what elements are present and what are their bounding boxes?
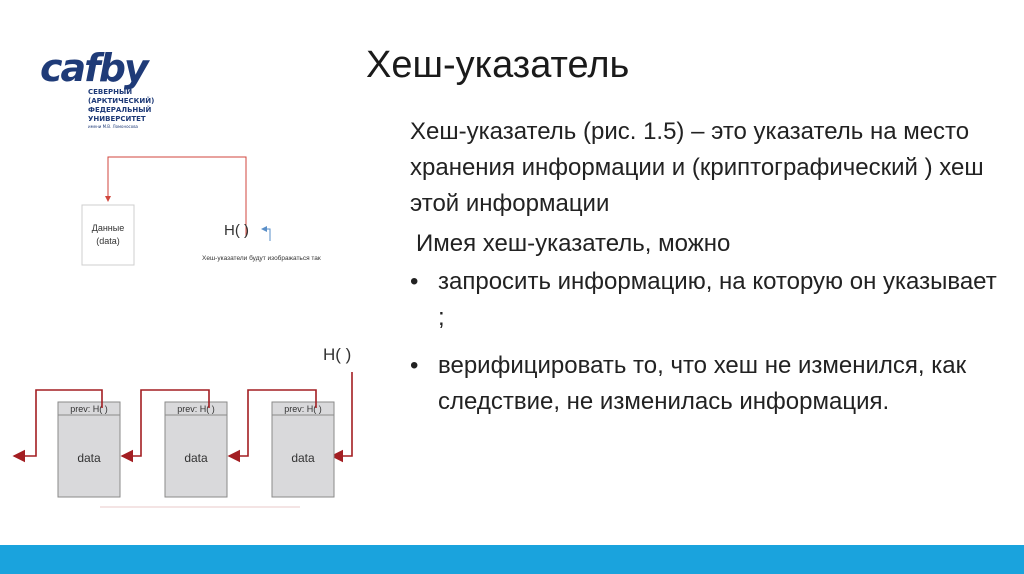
- block-body: [272, 402, 334, 497]
- university-logo: [38, 46, 155, 140]
- intro-paragraph: Имея хеш-указатель, можно: [416, 230, 731, 257]
- block-body: [58, 402, 120, 497]
- slide-body: [410, 114, 1000, 420]
- logo-wordmark: cafby: [40, 46, 147, 90]
- hash-chain-diagram: [14, 345, 352, 507]
- block-header: prev: H( ): [177, 404, 215, 414]
- logo-line-2: (АРКТИЧЕСКИЙ): [88, 97, 155, 105]
- data-box: [82, 205, 134, 265]
- logo-line-4: УНИВЕРСИТЕТ: [88, 115, 146, 123]
- block-data-label: data: [77, 451, 101, 465]
- chain-head-label: H( ): [323, 345, 352, 364]
- bullet-item: [410, 264, 1000, 336]
- bullet-marker: •: [410, 268, 419, 295]
- data-box-label: Данные: [91, 223, 125, 233]
- block-data-label: data: [184, 451, 208, 465]
- head-pointer-arrow: [332, 372, 352, 456]
- data-box-sublabel: (data): [96, 236, 120, 246]
- logo-line-3: ФЕДЕРАЛЬНЫЙ: [88, 106, 152, 114]
- slide-title: Хеш-указатель: [366, 44, 630, 86]
- block-body: [165, 402, 227, 497]
- logo-text: [88, 88, 155, 130]
- small-blue-arrow: [262, 229, 270, 241]
- block-header: prev: H( ): [70, 404, 108, 414]
- block-header: prev: H( ): [284, 404, 322, 414]
- hash-pointer-diagram: [0, 140, 380, 520]
- definition-paragraph: Хеш-указатель (рис. 1.5) – это указатель на место хранения информации и (криптографический ) хеш этой информации: [410, 118, 984, 217]
- chain-block: [165, 402, 227, 497]
- hash-pointer-label: H( ): [224, 222, 249, 239]
- single-pointer-diagram: [82, 157, 321, 265]
- logo-line-1: СЕВЕРНЫЙ: [88, 88, 133, 96]
- bullet-item: [410, 348, 1000, 420]
- diagram-caption: Хеш-указатели будут изображаться так: [202, 255, 321, 262]
- chain-block: [58, 402, 120, 497]
- logo-line-5: имени М.В. Ломоносова: [88, 124, 139, 129]
- bullet-text: запросить информацию, на которую он указывает ;: [438, 268, 997, 331]
- bullet-marker: •: [410, 352, 419, 379]
- chain-block: [272, 402, 334, 497]
- block-data-label: data: [291, 451, 315, 465]
- footer-accent-bar: [0, 545, 1024, 574]
- bullet-text: верифицировать то, что хеш не изменился, как следствие, не изменилась информация.: [438, 352, 967, 415]
